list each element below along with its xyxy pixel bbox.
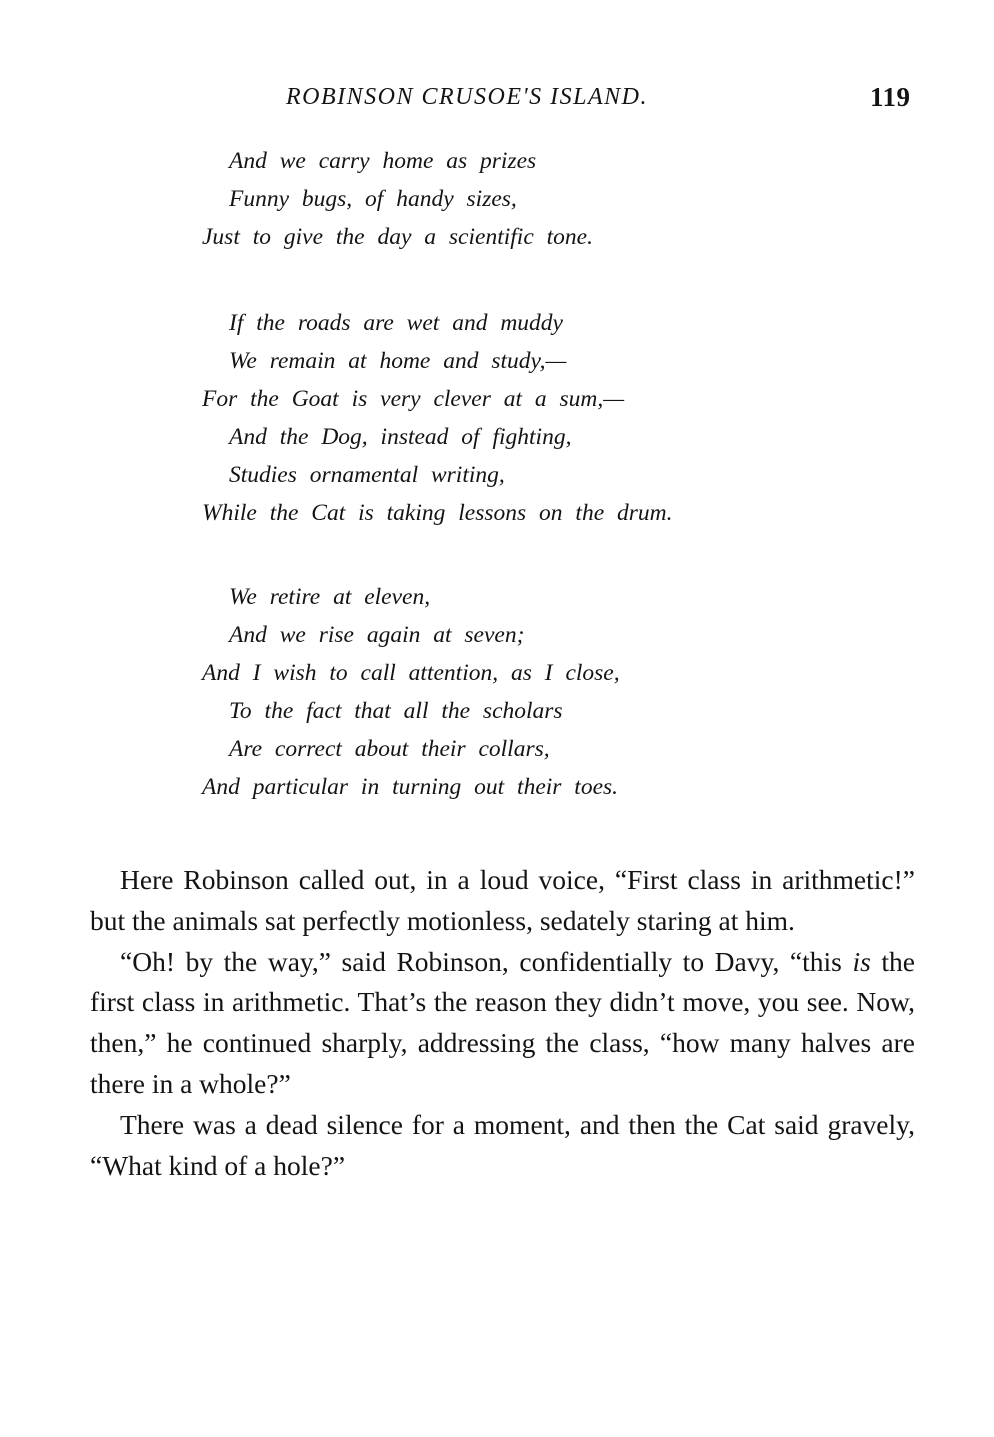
poem-line: And I wish to call attention, as I close,	[202, 660, 620, 686]
emphasis-is: is	[852, 945, 871, 977]
poem-line: And we rise again at seven;	[229, 622, 525, 648]
poem-line: Funny bugs, of handy sizes,	[229, 186, 517, 212]
poem-line: Are correct about their collars,	[229, 736, 550, 762]
poem-line: While the Cat is taking lessons on the drum.	[202, 500, 673, 526]
poem-line: And we carry home as prizes	[229, 148, 537, 174]
page-header	[0, 84, 994, 124]
poem-line: If the roads are wet and muddy	[229, 310, 563, 336]
poem-line: We retire at eleven,	[229, 584, 431, 610]
poem-line: And particular in turning out their toes.	[202, 774, 619, 800]
prose-text	[90, 860, 915, 1186]
poem-line: And the Dog, instead of fighting,	[229, 424, 572, 450]
paragraph-2	[90, 942, 915, 1105]
poem-line: Just to give the day a scientific tone.	[202, 224, 593, 250]
poem-line: Studies ornamental writing,	[229, 462, 505, 488]
paragraph-2-start: “Oh! by the way,” said Robinson, confidentially to Davy, “this	[120, 945, 853, 977]
poem-line: To the fact that all the scholars	[229, 698, 563, 724]
running-head: ROBINSON CRUSOE'S ISLAND.	[286, 84, 648, 110]
paragraph-2-end: the first class in arithmetic. That’s the reason they didn’t move, you see. Now, then,” he continued sharply, addressing the class, “how many halves are there in a whole?”	[90, 945, 915, 1099]
poem-line: We remain at home and study,—	[229, 348, 567, 374]
page-number: 119	[870, 82, 911, 112]
paragraph-3: There was a dead silence for a moment, and then the Cat said gravely, “What kind of a hole?”	[90, 1108, 915, 1181]
poem-line: For the Goat is very clever at a sum,—	[202, 386, 625, 412]
paragraph-1: Here Robinson called out, in a loud voice, “First class in arithmetic!” but the animals sat perfectly motionless, sedately staring at him.	[90, 864, 915, 936]
